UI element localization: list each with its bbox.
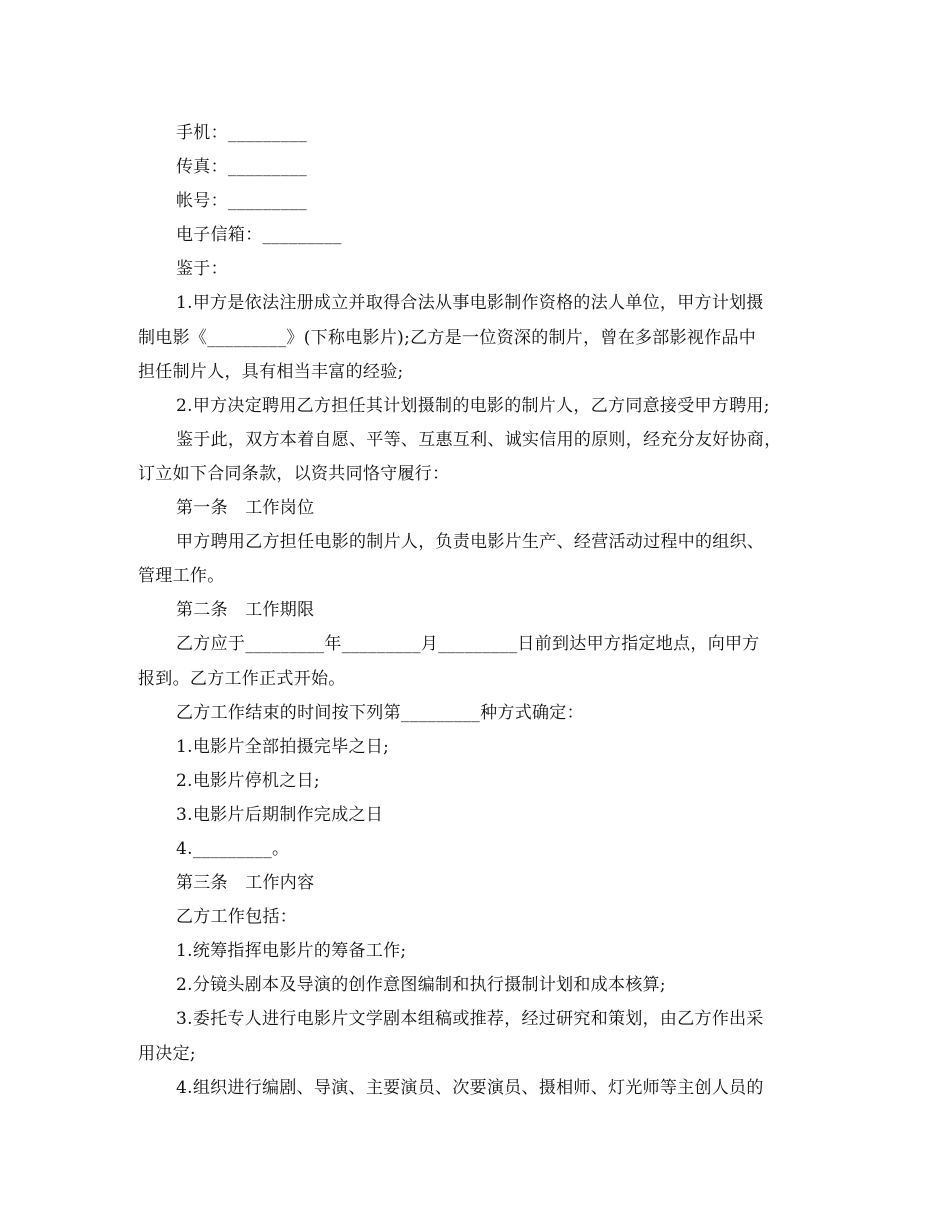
text-line: 第一条 工作岗位	[176, 498, 315, 519]
text-line: 帐号：_________	[176, 191, 308, 212]
text-line: 2.甲方决定聘用乙方担任其计划摄制的电影的制片人，乙方同意接受甲方聘用;	[176, 395, 770, 416]
text-line: 乙方应于_________年_________月_________日前到达甲方指定地点，向甲方	[176, 634, 760, 655]
text-line: 制电影《_________》(下称电影片);乙方是一位资深的制片，曾在多部影视作品中	[138, 327, 757, 348]
text-line: 用决定;	[138, 1043, 196, 1064]
text-line: 订立如下合同条款，以资共同恪守履行：	[138, 463, 450, 484]
text-line: 1.甲方是依法注册成立并取得合法从事电影制作资格的法人单位，甲方计划摄	[176, 293, 764, 314]
text-line: 4.组织进行编剧、导演、主要演员、次要演员、摄相师、灯光师等主创人员的	[176, 1077, 764, 1098]
text-line: 甲方聘用乙方担任电影的制片人，负责电影片生产、经营活动过程中的组织、	[176, 532, 765, 553]
text-line: 2.电影片停机之日;	[176, 770, 320, 791]
text-line: 传真：_________	[176, 157, 308, 178]
text-line: 乙方工作包括：	[176, 907, 298, 928]
text-line: 鉴于：	[176, 259, 228, 280]
text-line: 第三条 工作内容	[176, 873, 315, 894]
text-line: 电子信箱：_________	[176, 225, 342, 246]
text-line: 管理工作。	[138, 566, 225, 587]
text-line: 手机：_________	[176, 123, 308, 143]
text-line: 2.分镜头剧本及导演的创作意图编制和执行摄制计划和成本核算;	[176, 975, 666, 996]
text-line: 3.电影片后期制作完成之日	[176, 804, 384, 825]
text-line: 3.委托专人进行电影片文学剧本组稿或推荐，经过研究和策划，由乙方作出采	[176, 1009, 764, 1030]
text-line: 第二条 工作期限	[176, 600, 315, 621]
text-line: 乙方工作结束的时间按下列第_________种方式确定：	[176, 702, 584, 723]
text-line: 1.统筹指挥电影片的筹备工作;	[176, 941, 407, 962]
document-body	[138, 116, 838, 1105]
text-line: 4._________。	[176, 838, 290, 859]
text-line: 鉴于此，双方本着自愿、平等、互惠互利、诚实信用的原则，经充分友好协商，	[176, 429, 782, 450]
text-line: 担任制片人，具有相当丰富的经验;	[138, 361, 404, 382]
text-line: 报到。乙方工作正式开始。	[138, 668, 346, 689]
text-line: 1.电影片全部拍摄完毕之日;	[176, 736, 390, 757]
